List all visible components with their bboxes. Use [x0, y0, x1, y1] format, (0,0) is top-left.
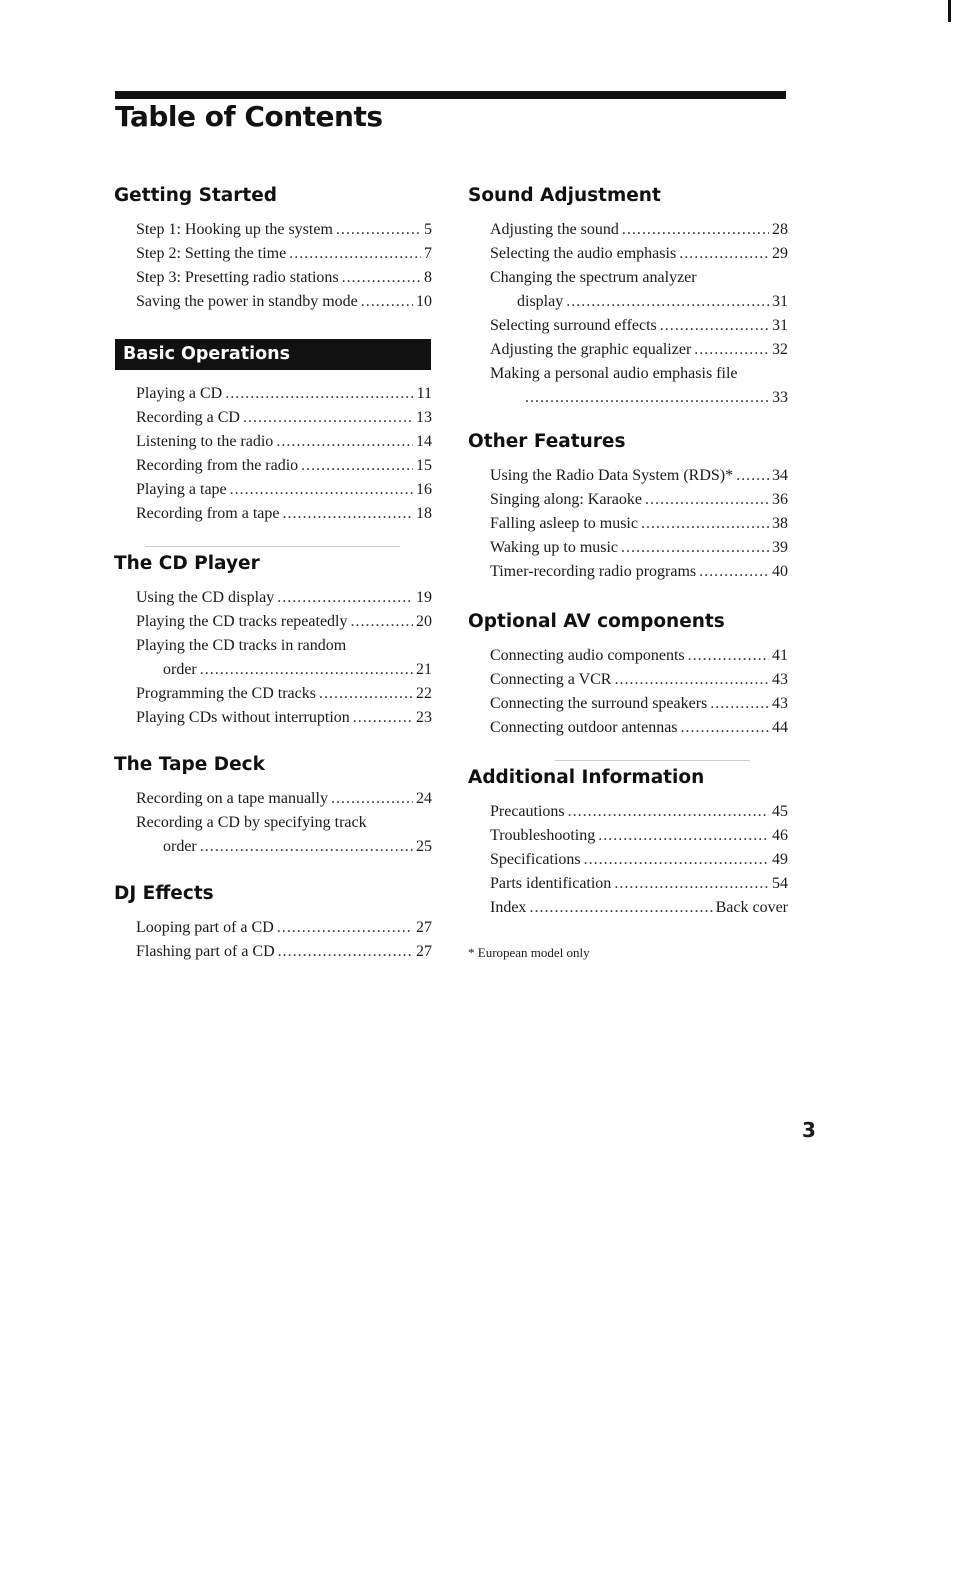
toc-entry: [490, 848, 788, 872]
toc-entry: [490, 218, 788, 242]
toc-entry-line: [136, 682, 432, 706]
toc-entry-title: Falling asleep to music: [490, 515, 638, 532]
toc-page-number: 31: [772, 293, 788, 310]
divider: [555, 760, 750, 761]
dot-leader: [336, 218, 421, 242]
section-heading: Basic Operations: [115, 339, 431, 370]
page-title: Table of Contents: [115, 100, 383, 133]
toc-entry-line: [490, 848, 788, 872]
dot-leader: [301, 454, 413, 478]
dot-leader: [353, 706, 413, 730]
toc-entry-line: [136, 290, 432, 314]
dot-leader: [645, 488, 769, 512]
toc-entry-title: Changing the spectrum analyzer: [490, 269, 697, 286]
toc-page-number: 27: [416, 919, 432, 936]
dot-leader: [660, 314, 769, 338]
toc-entry-title: Step 1: Hooking up the system: [136, 221, 333, 238]
toc-entry-line: [490, 362, 788, 386]
section-sound-adjustment: [468, 184, 788, 410]
toc-entry-title-continued: order: [163, 838, 197, 855]
toc-entry: [490, 464, 788, 488]
section-basic-operations: [114, 339, 432, 526]
toc-page-number: 32: [772, 341, 788, 358]
toc-entry-title: Specifications: [490, 851, 581, 868]
section-other-features: [468, 430, 788, 584]
toc-entry: [136, 811, 432, 859]
toc-entry-line: [136, 502, 432, 526]
toc-list: [114, 787, 432, 859]
toc-entry-continuation: [136, 835, 432, 859]
toc-entry: [136, 940, 432, 964]
toc-entry: [490, 644, 788, 668]
title-rule: [115, 91, 786, 99]
dot-leader: [277, 916, 413, 940]
toc-entry-title: Parts identification: [490, 875, 612, 892]
toc-entry: [136, 502, 432, 526]
toc-entry-title: Selecting surround effects: [490, 317, 657, 334]
toc-entry-title: Playing a tape: [136, 481, 227, 498]
toc-entry: [490, 314, 788, 338]
dot-leader: [568, 800, 769, 824]
toc-entry: [136, 454, 432, 478]
dot-leader: [525, 386, 769, 410]
toc-entry: [136, 218, 432, 242]
toc-entry-line: [136, 430, 432, 454]
toc-entry-title: Playing CDs without interruption: [136, 709, 350, 726]
toc-list: [114, 916, 432, 964]
toc-entry-title: Index: [490, 899, 527, 916]
toc-entry: [136, 610, 432, 634]
dot-leader: [621, 536, 769, 560]
toc-entry: [136, 706, 432, 730]
toc-entry: [490, 266, 788, 314]
toc-entry-line: [136, 940, 432, 964]
dot-leader: [584, 848, 769, 872]
dot-leader: [361, 290, 413, 314]
toc-entry-title: Listening to the radio: [136, 433, 274, 450]
toc-entry-line: [490, 464, 788, 488]
dot-leader: [276, 430, 413, 454]
toc-entry: [490, 824, 788, 848]
dot-leader: [614, 668, 769, 692]
dot-leader: [283, 502, 414, 526]
toc-entry: [490, 242, 788, 266]
toc-entry: [490, 896, 788, 920]
toc-entry: [490, 872, 788, 896]
toc-list: [468, 464, 788, 584]
dot-leader: [331, 787, 413, 811]
section-heading: DJ Effects: [114, 883, 214, 904]
dot-leader: [200, 658, 413, 682]
toc-page-number: 54: [772, 875, 788, 892]
toc-entry-title: Recording on a tape manually: [136, 790, 328, 807]
dot-leader: [243, 406, 413, 430]
toc-page-number: 10: [416, 293, 432, 310]
toc-entry: [490, 692, 788, 716]
toc-page-number: 33: [772, 389, 788, 406]
toc-page-number: 43: [772, 695, 788, 712]
toc-entry-line: [136, 382, 432, 406]
toc-entry-title: Flashing part of a CD: [136, 943, 275, 960]
toc-page-number: 22: [416, 685, 432, 702]
toc-page-number: 13: [416, 409, 432, 426]
toc-entry-line: [136, 478, 432, 502]
toc-page-number: 27: [416, 943, 432, 960]
dot-leader: [289, 242, 421, 266]
toc-entry-title: Connecting a VCR: [490, 671, 612, 688]
toc-entry-title: Selecting the audio emphasis: [490, 245, 677, 262]
toc-entry-title-continued: display: [517, 293, 564, 310]
toc-entry: [136, 430, 432, 454]
toc-entry: [490, 716, 788, 740]
toc-entry-line: [136, 266, 432, 290]
toc-entry: [490, 800, 788, 824]
toc-page-number: 31: [772, 317, 788, 334]
toc-entry-continuation: [136, 658, 432, 682]
dot-leader: [681, 716, 769, 740]
toc-entry: [136, 382, 432, 406]
toc-entry-line: [136, 242, 432, 266]
dot-leader: [694, 338, 769, 362]
dot-leader: [230, 478, 413, 502]
toc-entry-title: Using the Radio Data System (RDS)*: [490, 467, 734, 484]
toc-entry-title: Connecting the surround speakers: [490, 695, 708, 712]
dot-leader: [710, 692, 769, 716]
toc-entry-title: Programming the CD tracks: [136, 685, 316, 702]
toc-entry-title: Recording a CD: [136, 409, 240, 426]
dot-leader: [351, 610, 414, 634]
toc-entry-line: [490, 512, 788, 536]
toc-page-number: 15: [416, 457, 432, 474]
toc-list: [468, 800, 788, 920]
toc-entry-line: [136, 454, 432, 478]
toc-entry-line: [490, 266, 788, 290]
toc-entry-line: [490, 560, 788, 584]
toc-entry-title: Making a personal audio emphasis file: [490, 365, 738, 382]
toc-entry: [490, 338, 788, 362]
toc-entry-title: Timer-recording radio programs: [490, 563, 697, 580]
toc-entry-line: [136, 610, 432, 634]
toc-entry-line: [136, 811, 432, 835]
toc-page-number: 49: [772, 851, 788, 868]
toc-entry-line: [490, 338, 788, 362]
toc-page-number: 24: [416, 790, 432, 807]
dot-leader: [278, 940, 413, 964]
toc-entry-line: [490, 644, 788, 668]
dot-leader: [688, 644, 769, 668]
section-additional-information: [468, 766, 788, 920]
toc-entry: [136, 634, 432, 682]
section-cd-player: [114, 552, 432, 730]
toc-page-number: 28: [772, 221, 788, 238]
toc-page-number: 21: [416, 661, 432, 678]
section-heading: The Tape Deck: [114, 754, 265, 775]
page-number: 3: [802, 1118, 816, 1142]
toc-entry-line: [136, 634, 432, 658]
toc-entry-line: [490, 242, 788, 266]
toc-entry: [490, 536, 788, 560]
toc-entry-line: [490, 872, 788, 896]
toc-entry: [136, 787, 432, 811]
dot-leader: [342, 266, 421, 290]
toc-entry-title: Singing along: Karaoke: [490, 491, 642, 508]
toc-entry: [490, 560, 788, 584]
section-getting-started: [114, 184, 432, 314]
toc-entry-title: Step 3: Presetting radio stations: [136, 269, 339, 286]
toc-page-number: 36: [772, 491, 788, 508]
dot-leader: [736, 464, 769, 488]
dot-leader: [679, 242, 769, 266]
toc-entry-title: Connecting outdoor antennas: [490, 719, 678, 736]
toc-entry: [136, 266, 432, 290]
toc-entry: [136, 586, 432, 610]
toc-entry-line: [490, 314, 788, 338]
toc-entry: [490, 488, 788, 512]
dot-leader: [529, 896, 712, 920]
section-heading: Getting Started: [114, 185, 278, 206]
toc-entry: [136, 406, 432, 430]
scan-edge-mark: [948, 0, 951, 22]
toc-entry-continuation: [490, 386, 788, 410]
section-heading: Additional Information: [468, 767, 705, 788]
footnote: * European model only: [468, 945, 590, 960]
dot-leader: [566, 290, 769, 314]
toc-entry-line: [490, 668, 788, 692]
toc-page-number: Back cover: [715, 899, 788, 916]
section-heading: Other Features: [468, 431, 626, 452]
toc-page-number: 29: [772, 245, 788, 262]
toc-entry-title: Troubleshooting: [490, 827, 596, 844]
toc-entry-title: Precautions: [490, 803, 565, 820]
dot-leader: [622, 218, 769, 242]
toc-list: [114, 382, 432, 526]
dot-leader: [200, 835, 413, 859]
toc-page-number: 19: [416, 589, 432, 606]
section-heading: Sound Adjustment: [468, 185, 661, 206]
toc-page-number: 14: [416, 433, 432, 450]
toc-entry-line: [490, 716, 788, 740]
divider: [145, 546, 400, 547]
toc-entry-title: Playing the CD tracks repeatedly: [136, 613, 348, 630]
toc-list: [468, 644, 788, 740]
toc-page-number: 43: [772, 671, 788, 688]
toc-page-number: 45: [772, 803, 788, 820]
section-tape-deck: [114, 753, 432, 859]
toc-entry-line: [490, 800, 788, 824]
toc-entry-line: [136, 787, 432, 811]
toc-page-number: 5: [424, 221, 432, 238]
toc-entry-line: [136, 218, 432, 242]
toc-entry-line: [490, 896, 788, 920]
toc-entry: [136, 682, 432, 706]
toc-page-number: 20: [416, 613, 432, 630]
dot-leader: [277, 586, 413, 610]
dot-leader: [641, 512, 769, 536]
toc-entry-line: [490, 488, 788, 512]
toc-page-number: 8: [424, 269, 432, 286]
section-dj-effects: [114, 882, 432, 964]
toc-entry: [490, 362, 788, 410]
dot-leader: [319, 682, 413, 706]
toc-entry-title: Saving the power in standby mode: [136, 293, 358, 310]
dot-leader: [699, 560, 769, 584]
toc-entry-title: Connecting audio components: [490, 647, 685, 664]
toc-entry-title: Step 2: Setting the time: [136, 245, 287, 262]
toc-page-number: 7: [424, 245, 432, 262]
toc-entry-title: Looping part of a CD: [136, 919, 274, 936]
toc-entry-line: [490, 692, 788, 716]
toc-page-number: 46: [772, 827, 788, 844]
toc-page-number: 34: [772, 467, 788, 484]
toc-entry-title: Adjusting the graphic equalizer: [490, 341, 692, 358]
section-heading: Optional AV components: [468, 611, 725, 632]
dot-leader: [598, 824, 769, 848]
toc-page-number: 25: [416, 838, 432, 855]
toc-entry: [490, 512, 788, 536]
dot-leader: [225, 382, 413, 406]
section-heading: The CD Player: [114, 553, 260, 574]
toc-page-number: 40: [772, 563, 788, 580]
toc-page-number: 23: [416, 709, 432, 726]
section-optional-av: [468, 610, 788, 740]
toc-page-number: 18: [416, 505, 432, 522]
toc-page-number: 16: [416, 481, 432, 498]
toc-list: [114, 218, 432, 314]
toc-entry-continuation: [490, 290, 788, 314]
toc-page-number: 11: [416, 385, 432, 402]
toc-page-number: 41: [772, 647, 788, 664]
toc-entry-line: [136, 406, 432, 430]
toc-entry-line: [136, 586, 432, 610]
toc-entry-line: [490, 536, 788, 560]
toc-entry-title: Playing the CD tracks in random: [136, 637, 347, 654]
toc-entry-title-continued: order: [163, 661, 197, 678]
toc-entry: [136, 290, 432, 314]
toc-entry-title: Playing a CD: [136, 385, 223, 402]
toc-entry-title: Recording from the radio: [136, 457, 299, 474]
toc-page-number: 39: [772, 539, 788, 556]
toc-entry: [136, 916, 432, 940]
toc-entry-title: Recording from a tape: [136, 505, 280, 522]
toc-entry: [136, 478, 432, 502]
toc-entry-title: Recording a CD by specifying track: [136, 814, 367, 831]
toc-entry-line: [136, 916, 432, 940]
toc-entry-line: [490, 824, 788, 848]
toc-entry-title: Waking up to music: [490, 539, 619, 556]
toc-list: [468, 218, 788, 410]
toc-entry-line: [490, 218, 788, 242]
dot-leader: [614, 872, 769, 896]
toc-entry: [136, 242, 432, 266]
toc-entry: [490, 668, 788, 692]
toc-entry-title: Adjusting the sound: [490, 221, 619, 238]
toc-page-number: 44: [772, 719, 788, 736]
toc-entry-title: Using the CD display: [136, 589, 275, 606]
toc-page-number: 38: [772, 515, 788, 532]
toc-entry-line: [136, 706, 432, 730]
toc-list: [114, 586, 432, 730]
